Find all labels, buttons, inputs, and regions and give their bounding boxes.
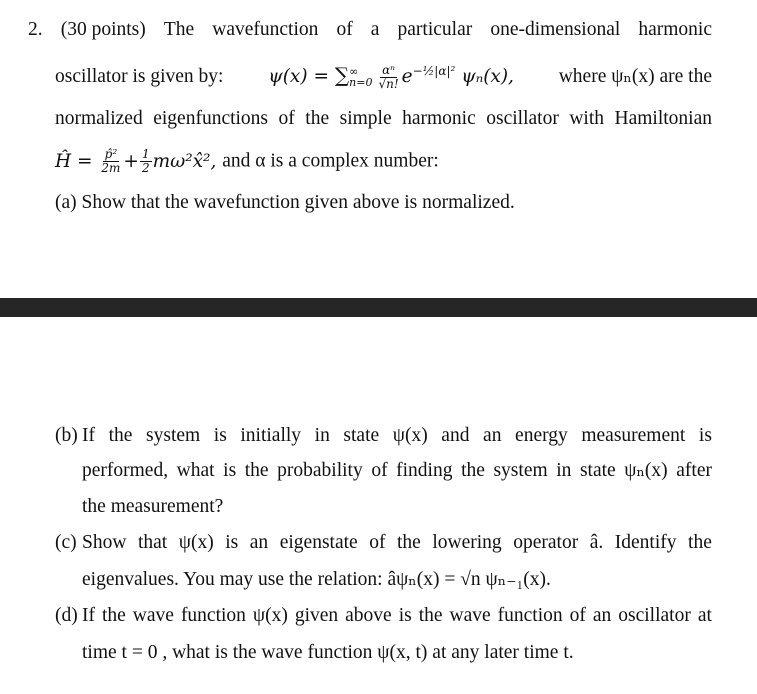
kinetic-fraction bbox=[99, 148, 122, 175]
part-c-word: â. bbox=[589, 532, 604, 553]
part-d-word: is bbox=[398, 605, 412, 626]
part-b-word: probability bbox=[277, 460, 363, 481]
part-b-word: is bbox=[223, 460, 237, 481]
line1-word: one-dimensional bbox=[490, 19, 621, 40]
psi-of-x: ψ(x) = bbox=[268, 66, 329, 87]
part-b-word: an bbox=[483, 425, 502, 446]
part-c-label: (c) bbox=[55, 532, 77, 553]
part-b-line-2 bbox=[82, 459, 712, 483]
part-b-word: ψ(x) bbox=[392, 425, 428, 446]
part-c-word: of bbox=[369, 532, 386, 553]
part-c-word: Identify bbox=[614, 532, 677, 553]
problem-line-3: normalized eigenfunctions of the simple harmonic oscillator with Hamiltonian bbox=[55, 108, 712, 129]
exp-base: e bbox=[401, 66, 413, 87]
part-c-line-1 bbox=[82, 531, 712, 555]
part-d-word: above bbox=[345, 605, 392, 626]
part-d-line-1 bbox=[82, 604, 712, 628]
part-c-word: Show bbox=[82, 532, 127, 553]
part-b-word: initially bbox=[240, 425, 302, 446]
part-c-word: operator bbox=[513, 532, 579, 553]
line1-word: of bbox=[336, 19, 353, 40]
part-c-word: that bbox=[137, 532, 168, 553]
part-a-text: (a) Show that the wavefunction given above is normalized. bbox=[55, 192, 515, 213]
part-b-word: the bbox=[244, 460, 269, 481]
hamiltonian-expression bbox=[55, 147, 222, 175]
problem-line-4 bbox=[55, 148, 439, 175]
part-b-word: measurement bbox=[581, 425, 686, 446]
part-c-word: the bbox=[688, 532, 712, 553]
problem-number: 2. bbox=[28, 19, 43, 40]
line2-prefix: oscillator is given by: bbox=[55, 66, 224, 87]
problem-points: (30 points) bbox=[60, 19, 146, 40]
plus-sign: + bbox=[123, 150, 139, 172]
part-b-word: state bbox=[343, 425, 380, 446]
part-b-word: performed, bbox=[82, 460, 169, 481]
section-divider bbox=[0, 298, 757, 317]
line4-suffix: and α is a complex number: bbox=[222, 150, 439, 172]
part-b-word: energy bbox=[515, 425, 568, 446]
part-b-word: is bbox=[698, 425, 712, 446]
hamiltonian-symbol: Ĥ = bbox=[55, 150, 93, 172]
alpha-frac-num: αⁿ bbox=[382, 62, 396, 77]
part-b-line-1 bbox=[82, 424, 712, 448]
part-d-word: wave bbox=[449, 605, 491, 626]
part-b-word: ψₙ(x) bbox=[624, 460, 668, 481]
summation-symbol: ∑ bbox=[334, 63, 350, 87]
exp-power: −½|α|² bbox=[412, 63, 456, 78]
part-c-word: the bbox=[397, 532, 421, 553]
line1-word: particular bbox=[397, 19, 473, 40]
part-b-word: what bbox=[176, 460, 215, 481]
line2-suffix: where ψₙ(x) are the bbox=[558, 66, 712, 87]
part-b-word: the bbox=[461, 460, 485, 481]
part-d-word: oscillator bbox=[618, 605, 691, 626]
part-d-word: If bbox=[82, 605, 95, 626]
kinetic-den: 2m bbox=[101, 161, 121, 175]
part-d-word: ψ(x) bbox=[252, 605, 288, 626]
part-c-word: an bbox=[249, 532, 269, 553]
kinetic-num: p̂² bbox=[104, 147, 118, 161]
part-d-word: an bbox=[592, 605, 612, 626]
problem-line-1 bbox=[28, 18, 712, 42]
part-c-word: lowering bbox=[432, 532, 502, 553]
psi-n-of-x: ψₙ(x), bbox=[461, 66, 514, 87]
part-b-label: (b) bbox=[55, 425, 78, 446]
part-b-word: is bbox=[213, 425, 227, 446]
sum-lower: n=0 bbox=[349, 76, 373, 89]
part-d-word: wave bbox=[132, 605, 174, 626]
half-num: 1 bbox=[141, 147, 150, 161]
part-d-word: function bbox=[497, 605, 563, 626]
part-d-line-2: time t = 0 , what is the wave function ψ(x, t) at any later time t. bbox=[82, 642, 574, 663]
half-fraction bbox=[140, 148, 152, 175]
part-b-word: and bbox=[441, 425, 470, 446]
line1-word: a bbox=[370, 19, 380, 40]
part-b-word: in bbox=[556, 460, 572, 481]
half-den: 2 bbox=[141, 161, 150, 175]
part-d-word: the bbox=[101, 605, 126, 626]
part-c-word: ψ(x) bbox=[178, 532, 214, 553]
part-d-word: function bbox=[180, 605, 246, 626]
alpha-frac-den: √n! bbox=[378, 76, 399, 91]
part-b-word: the bbox=[108, 425, 133, 446]
part-b-word: system bbox=[493, 460, 548, 481]
part-c-word: is bbox=[225, 532, 239, 553]
wavefunction-definition bbox=[268, 63, 514, 91]
summation-limits bbox=[349, 66, 372, 88]
part-d-word: the bbox=[418, 605, 443, 626]
sum-upper: ∞ bbox=[349, 65, 359, 78]
problem-line-2 bbox=[55, 63, 712, 91]
part-b-word: If bbox=[82, 425, 95, 446]
part-c-line-2: eigenvalues. You may use the relation: âψₙ(x) = √n ψₙ₋₁(x). bbox=[82, 569, 551, 590]
part-c-word: eigenstate bbox=[279, 532, 358, 553]
part-b-word: finding bbox=[396, 460, 453, 481]
part-b-line-3: the measurement? bbox=[82, 496, 224, 517]
part-b-word: system bbox=[146, 425, 201, 446]
potential-term: mω²x̂², bbox=[152, 150, 217, 172]
line1-word: wavefunction bbox=[212, 19, 319, 40]
alpha-fraction bbox=[376, 64, 400, 91]
part-b-word: state bbox=[579, 460, 616, 481]
part-d-word: at bbox=[697, 605, 712, 626]
part-b-word: of bbox=[371, 460, 388, 481]
part-d-word: given bbox=[294, 605, 339, 626]
part-d-word: of bbox=[569, 605, 586, 626]
part-d-label: (d) bbox=[55, 605, 78, 626]
line1-word: harmonic bbox=[638, 19, 712, 40]
part-b-word: in bbox=[314, 425, 330, 446]
line1-word: The bbox=[163, 19, 195, 40]
part-b-word: after bbox=[676, 460, 712, 481]
